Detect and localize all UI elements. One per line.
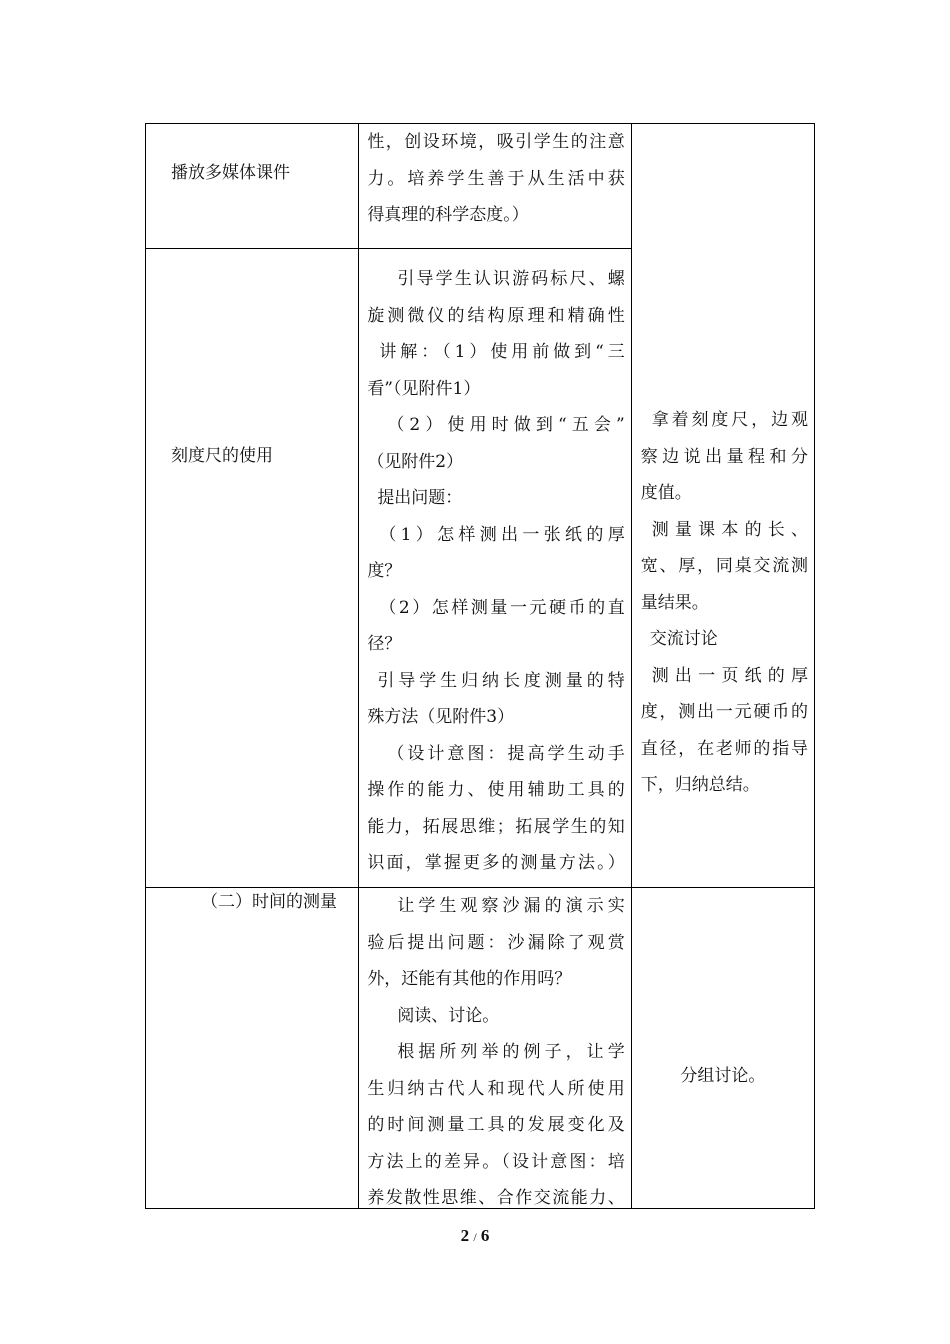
text-line: （2）怎样测量一元硬币的直 (379, 597, 625, 618)
text-line: 阅读、讨论。 (397, 1005, 500, 1026)
text-line: 操作的能力、使用辅助工具的 (367, 780, 625, 800)
text-line: 径？ (367, 634, 402, 654)
text-line: 直径，在老师的指导 (640, 738, 808, 759)
text-line: 度？ (367, 561, 402, 581)
teacher-activity-cell (359, 888, 631, 1209)
process-cell (146, 888, 359, 1209)
text-line: 拿着刻度尺，边观 (651, 410, 808, 430)
page-number (0, 1226, 950, 1246)
text-line: 根据所列举的例子，让学 (397, 1042, 625, 1062)
table-row (146, 888, 815, 1209)
text-line: 识面，掌握更多的测量方法。） (367, 853, 625, 873)
text-line: 让学生观察沙漏的演示实 (397, 896, 625, 916)
text-line: 量结果。 (640, 592, 709, 613)
text-line: 测出一页纸的厚 (651, 665, 808, 686)
teacher-activity-cell (359, 124, 631, 249)
text-line: 宽、厚，同桌交流测 (640, 556, 808, 576)
text-line: 度，测出一元硬币的 (640, 702, 808, 722)
group-discussion-text: 分组讨论。 (680, 1066, 766, 1086)
text-line: 方法上的差异。（设计意图：培 (367, 1151, 625, 1172)
text-line: 能力，拓展思维；拓展学生的知 (367, 816, 625, 837)
text-line: 看”（见附件1） (367, 378, 481, 399)
teacher-activity-cell (359, 249, 631, 888)
process-label: （二）时间的测量 (201, 892, 337, 912)
text-line: 的时间测量工具的发展变化及 (367, 1115, 625, 1135)
text-line: 养发散性思维、合作交流能力、 (367, 1188, 625, 1208)
text-line: 得真理的科学态度。） (367, 205, 529, 225)
text-line: （2）使用时做到“五会” (387, 415, 625, 435)
text-line: 测量课本的长、 (651, 519, 808, 540)
text-line: （见附件2） (367, 451, 464, 472)
text-line: 引导学生归纳长度测量的特 (377, 670, 625, 691)
process-label: 刻度尺的使用 (171, 446, 273, 466)
total-pages: 6 (480, 1226, 490, 1245)
text-line: 引导学生认识游码标尺、螺 (397, 269, 625, 289)
text-line: 交流讨论 (649, 629, 718, 649)
process-cell (146, 249, 359, 888)
page-separator: / (473, 1230, 477, 1244)
text-line: 验后提出问题：沙漏除了观赏 (367, 932, 625, 953)
lesson-plan-table (145, 123, 815, 1209)
text-line: （设计意图：提高学生动手 (387, 743, 625, 764)
student-activity-cell (631, 124, 814, 888)
text-line: 提出问题： (377, 488, 463, 508)
text-line: 力。培养学生善于从生活中获 (367, 168, 625, 189)
table-row (146, 124, 815, 249)
student-activity-cell (631, 888, 814, 1209)
text-line: 殊方法（见附件3） (367, 707, 515, 727)
text-line: 讲解：（1）使用前做到“三 (379, 342, 625, 362)
process-cell (146, 124, 359, 249)
text-line: 外，还能有其他的作用吗？ (367, 969, 572, 989)
text-line: （1）怎样测出一张纸的厚 (379, 524, 625, 545)
text-line: 察边说出量程和分 (640, 446, 808, 467)
text-line: 下，归纳总结。 (640, 775, 760, 795)
text-line: 度值。 (640, 483, 692, 503)
process-label: 播放多媒体课件 (171, 163, 290, 183)
text-line: 性，创设环境，吸引学生的注意 (367, 132, 625, 152)
text-line: 生归纳古代人和现代人所使用 (367, 1078, 625, 1099)
current-page: 2 (460, 1226, 470, 1245)
text-line: 旋测微仪的结构原理和精确性 (367, 305, 625, 326)
